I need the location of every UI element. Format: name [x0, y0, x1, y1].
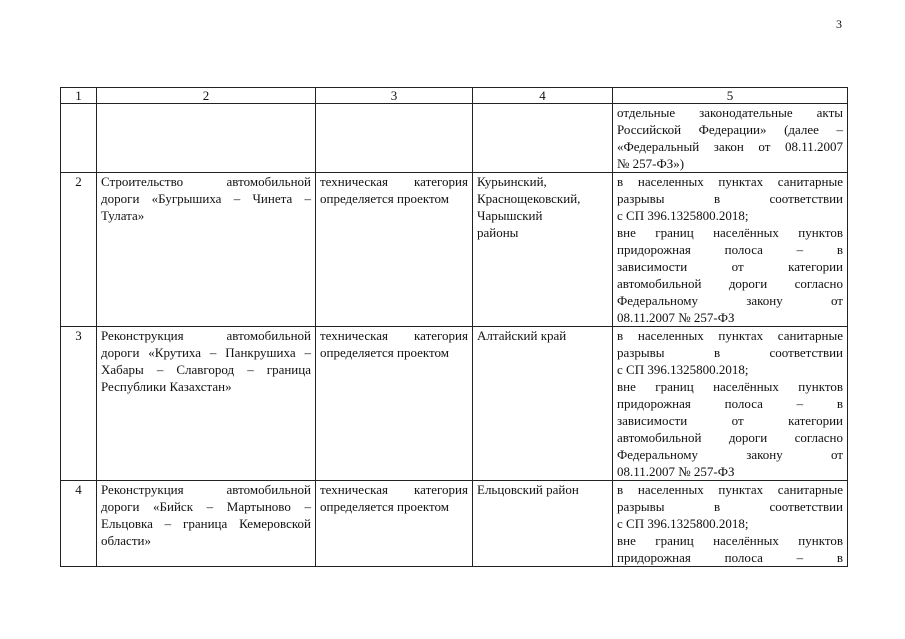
text-line: 08.11.2007 № 257-ФЗ	[617, 464, 735, 479]
text-line: Курьинский,	[477, 174, 547, 189]
text-line: отдельные законодательные акты	[617, 105, 843, 120]
column-header-1: 1	[61, 88, 97, 104]
table-row	[61, 327, 848, 481]
text-line: в населенных пунктах санитарные	[617, 328, 843, 343]
text-line: придорожная полоса – в	[617, 550, 843, 565]
location	[473, 327, 613, 481]
text-line: с СП 396.1325800.2018;	[617, 516, 749, 531]
cell-continuation-text	[613, 104, 848, 173]
text-line: вне границ населённых пунктов	[617, 379, 843, 394]
text-line: Алтайский край	[477, 328, 567, 343]
text-line: вне границ населённых пунктов	[617, 225, 843, 240]
cell-empty	[61, 104, 97, 173]
text-line: зависимости от категории	[617, 413, 843, 428]
table-row	[61, 481, 848, 567]
text-line: № 257-ФЗ»)	[617, 156, 685, 171]
text-line: районы	[477, 225, 519, 240]
column-header-2: 2	[97, 88, 316, 104]
row-number: 3	[61, 327, 97, 481]
text-line: автомобильной дороги согласно	[617, 430, 843, 445]
text-line: зависимости от категории	[617, 259, 843, 274]
cell-empty	[473, 104, 613, 173]
text-line: Федеральному закону от	[617, 447, 843, 462]
text-line: вне границ населённых пунктов	[617, 533, 843, 548]
text-line: Федеральному закону от	[617, 293, 843, 308]
column-header-4: 4	[473, 88, 613, 104]
text-line: 08.11.2007 № 257-ФЗ	[617, 310, 735, 325]
cell-empty	[316, 104, 473, 173]
object-name: Реконструкция автомобильной дороги «Бийск – Мартыново – Ельцовка – граница Кемеровской области»	[97, 481, 316, 567]
text-line: автомобильной дороги согласно	[617, 276, 843, 291]
text-line: придорожная полоса – в	[617, 242, 843, 257]
table-row-continuation	[61, 104, 848, 173]
zone-description	[613, 327, 848, 481]
location	[473, 173, 613, 327]
text-line: Российской Федерации» (далее –	[617, 122, 843, 137]
location	[473, 481, 613, 567]
text-line: «Федеральный закон от 08.11.2007	[617, 139, 843, 154]
zone-description	[613, 173, 848, 327]
text-line: разрывы в соответствии	[617, 345, 843, 360]
category: техническая категория определяется проектом	[316, 173, 473, 327]
category: техническая категория определяется проектом	[316, 481, 473, 567]
text-line: придорожная полоса – в	[617, 396, 843, 411]
row-number: 4	[61, 481, 97, 567]
table-row	[61, 173, 848, 327]
category: техническая категория определяется проектом	[316, 327, 473, 481]
text-line: с СП 396.1325800.2018;	[617, 362, 749, 377]
text-line: в населенных пунктах санитарные	[617, 174, 843, 189]
column-header-5: 5	[613, 88, 848, 104]
table-header-row	[61, 88, 848, 104]
page-number: 3	[836, 17, 842, 31]
row-number: 2	[61, 173, 97, 327]
text-line: Ельцовский район	[477, 482, 579, 497]
text-line: Чарышский	[477, 208, 543, 223]
text-line: в населенных пунктах санитарные	[617, 482, 843, 497]
object-name: Строительство автомобильной дороги «Бугрышиха – Чинета – Тулата»	[97, 173, 316, 327]
document-table	[60, 87, 848, 567]
zone-description	[613, 481, 848, 567]
text-line: разрывы в соответствии	[617, 191, 843, 206]
text-line: разрывы в соответствии	[617, 499, 843, 514]
text-line: Краснощековский,	[477, 191, 581, 206]
text-line: с СП 396.1325800.2018;	[617, 208, 749, 223]
object-name: Реконструкция автомобильной дороги «Крутиха – Панкрушиха – Хабары – Славгород – граница Республики Казахстан»	[97, 327, 316, 481]
column-header-3: 3	[316, 88, 473, 104]
cell-empty	[97, 104, 316, 173]
